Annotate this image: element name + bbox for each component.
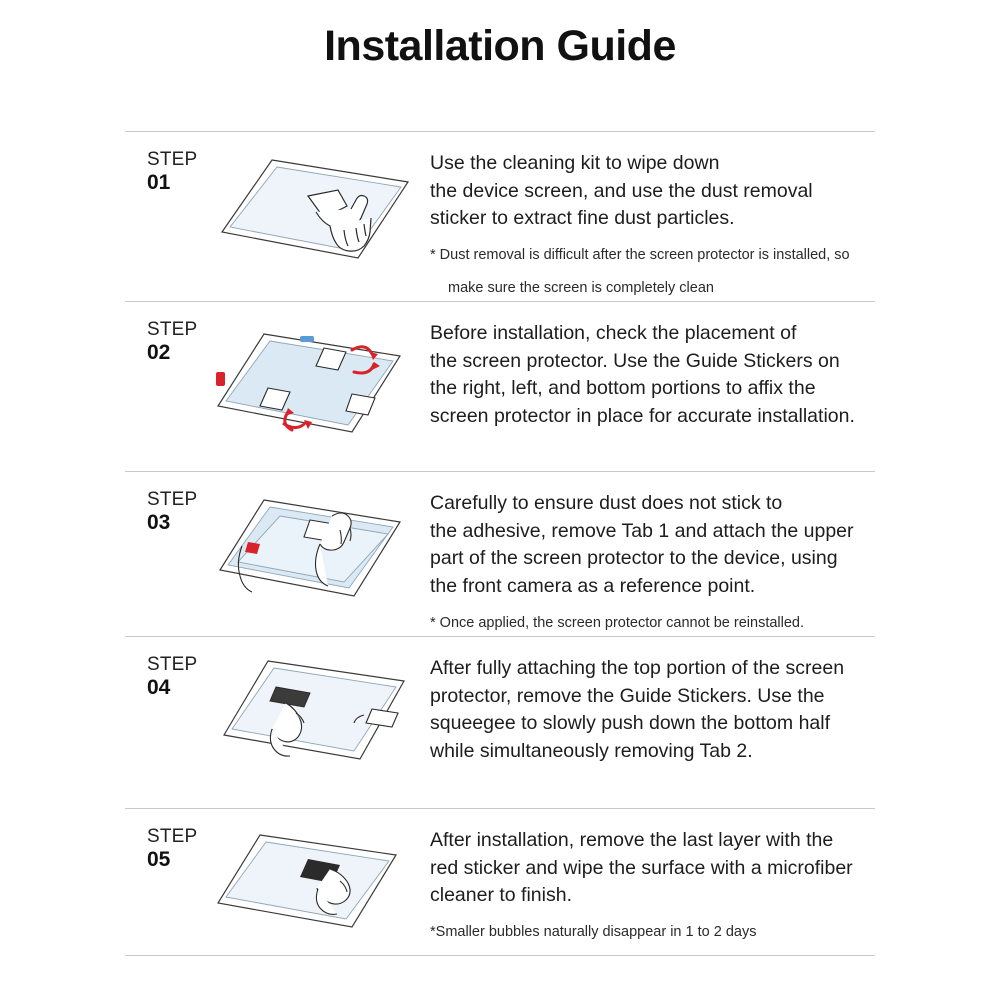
tablet-remove-last-layer-red-sticker-icon — [212, 823, 417, 933]
step-line: the adhesive, remove Tab 1 and attach the upper — [430, 519, 854, 542]
steps-list — [125, 71, 875, 956]
step-line: the front camera as a reference point. — [430, 575, 756, 598]
step-word: STEP — [147, 826, 198, 847]
step-figure-01 — [207, 132, 422, 271]
step-label-03 — [125, 472, 207, 536]
step-line: After fully attaching the top portion of the screen — [430, 657, 845, 679]
step-line: part of the screen protector to the device, using — [430, 547, 838, 570]
step-number: 02 — [147, 340, 171, 364]
tablet-cleaning-cloth-hand-icon — [212, 146, 417, 271]
step-label-01 — [125, 132, 207, 196]
step-line: Use the cleaning kit to wipe down — [430, 152, 720, 174]
step-word: STEP — [147, 319, 198, 340]
step-label-02 — [125, 302, 207, 366]
step-figure-03 — [207, 472, 422, 606]
step-line: Carefully to ensure dust does not stick to — [430, 492, 783, 514]
step-line: Before installation, check the placement of — [430, 322, 797, 344]
step-text-01 — [422, 132, 875, 299]
step-figure-05 — [207, 809, 422, 933]
step-number: 05 — [147, 847, 171, 871]
step-line: protector, remove the Guide Stickers. Use the — [430, 684, 825, 707]
step-row — [125, 471, 875, 636]
step-line: sticker to extract fine dust particles. — [430, 207, 735, 230]
step-text-02 — [422, 302, 875, 431]
step-number: 03 — [147, 510, 171, 534]
step-line: the device screen, and use the dust removal — [430, 179, 813, 202]
step-line: cleaner to finish. — [430, 884, 572, 907]
step-label-04 — [125, 637, 207, 701]
step-row — [125, 808, 875, 956]
step-row — [125, 301, 875, 471]
step-text-05 — [422, 809, 875, 943]
step-line: screen protector in place for accurate installation. — [430, 405, 855, 428]
tablet-peel-tab-1-hand-icon — [212, 486, 417, 606]
step-text-03 — [422, 472, 875, 634]
step-note: * Once applied, the screen protector cannot be reinstalled. — [430, 614, 805, 631]
step-line: squeegee to slowly push down the bottom half — [430, 712, 831, 735]
step-note-2: make sure the screen is completely clean — [448, 280, 714, 297]
step-row — [125, 636, 875, 808]
tablet-squeegee-push-down-icon — [212, 651, 417, 776]
step-text-04 — [422, 637, 875, 766]
step-line: the screen protector. Use the Guide Stickers on — [430, 349, 840, 372]
tablet-guide-stickers-placement-icon — [212, 316, 417, 446]
step-word: STEP — [147, 654, 198, 675]
step-figure-02 — [207, 302, 422, 446]
step-number: 04 — [147, 675, 171, 699]
step-word: STEP — [147, 489, 198, 510]
step-note: *Smaller bubbles naturally disappear in 1 to 2 days — [430, 924, 757, 941]
step-word: STEP — [147, 149, 198, 170]
step-row — [125, 131, 875, 301]
step-line: red sticker and wipe the surface with a microfiber — [430, 856, 853, 879]
page-title: Installation Guide — [324, 22, 676, 70]
step-figure-04 — [207, 637, 422, 776]
step-line: After installation, remove the last layer with the — [430, 829, 834, 851]
step-note: * Dust removal is difficult after the screen protector is installed, so — [430, 247, 850, 264]
step-line: the right, left, and bottom portions to affix the — [430, 377, 816, 400]
step-label-05 — [125, 809, 207, 873]
step-line: while simultaneously removing Tab 2. — [430, 740, 753, 763]
step-number: 01 — [147, 170, 171, 194]
